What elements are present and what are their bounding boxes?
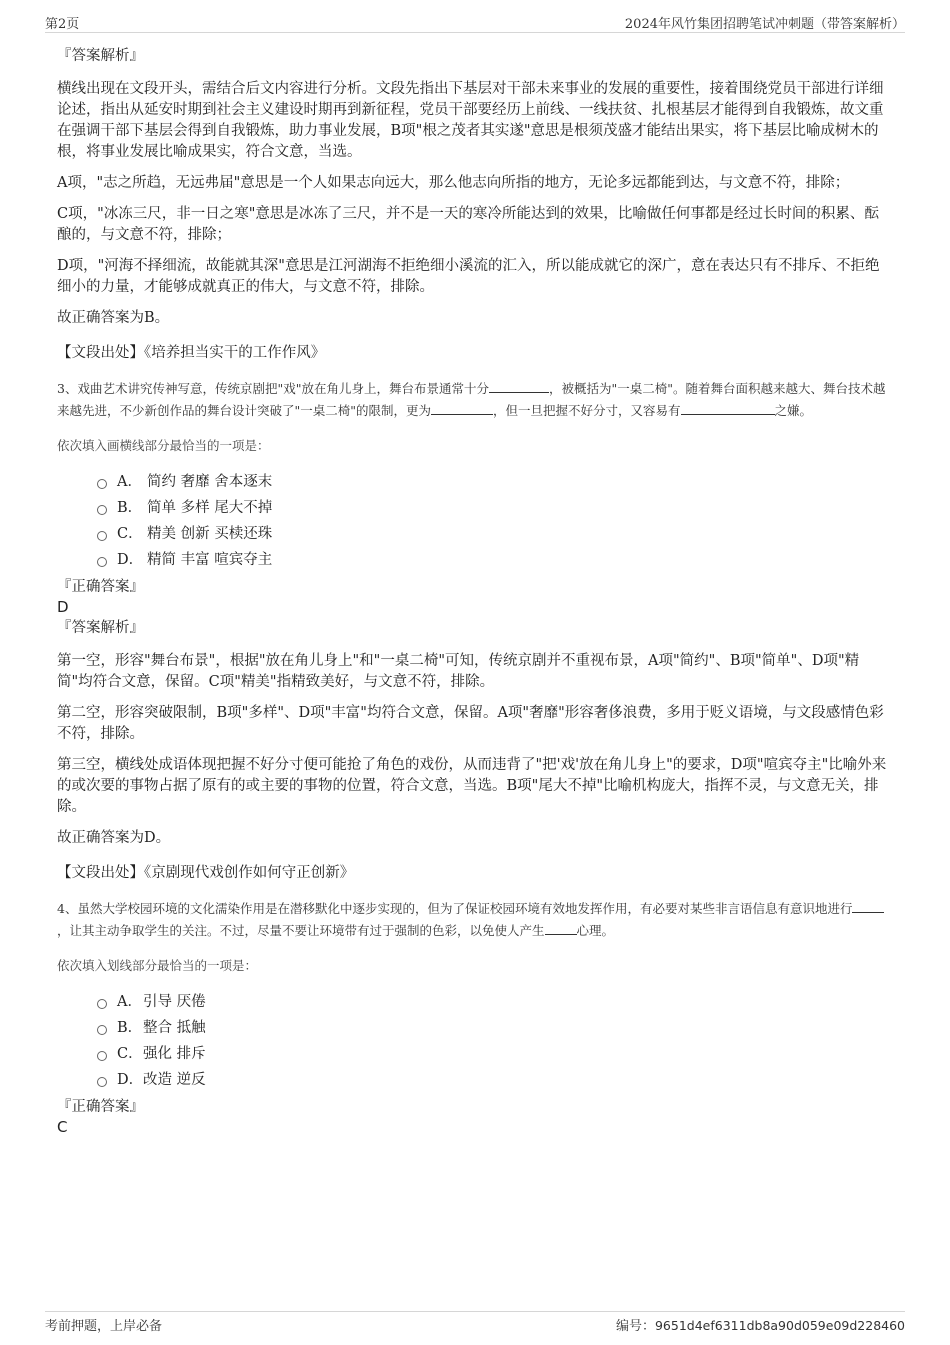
blank-2 — [545, 920, 577, 935]
page-number: 第2页 — [45, 17, 80, 32]
q3-source: 【文段出处】《京剧现代戏创作如何守正创新》 — [57, 865, 355, 881]
q4-option-a[interactable]: A． 引导 厌倦 — [97, 989, 893, 1015]
correct-answer-label: 『正确答案』 — [57, 579, 144, 595]
page-footer — [45, 1311, 905, 1334]
radio-button-icon[interactable] — [97, 479, 107, 489]
q3-analysis-para-3: 第三空，横线处成语体现把握不好分寸便可能抢了角色的戏份，从而违背了"把'戏'放在角儿身上"的要求，D项"喧宾夺主"比喻外来的或次要的事物占据了原有的或主要的事物的位置，符合文意，当选。B项"尾大不掉"比喻机构庞大，指挥不灵，与文意无关，排除。 — [57, 757, 887, 815]
radio-button-icon[interactable] — [97, 1051, 107, 1061]
document-title: 2024年风竹集团招聘笔试冲刺题（带答案解析） — [624, 17, 905, 32]
q2-analysis-para-4: D项，"河海不择细流，故能就其深"意思是江河湖海不拒绝细小溪流的汇入，所以能成就它的深广，意在表达只有不排斥、不拒绝细小的力量，才能够成就真正的伟大，与文意不符，排除。 — [57, 258, 880, 295]
q2-source: 【文段出处】《培养担当实干的工作作风》 — [57, 345, 326, 361]
analysis-label: 『答案解析』 — [57, 48, 144, 64]
footer-slogan: 考前押题，上岸必备 — [45, 1319, 163, 1334]
q4-stem: 4、虽然大学校园环境的文化濡染作用是在潜移默化中逐步实现的，但为了保证校园环境有效地发挥作用，有必要对某些非言语信息有意识地进行，让其主动争取学生的关注。不过，尽量不要让环境带有过于强制的色彩，以免使人产生 心理。 — [57, 898, 893, 942]
q2-analysis-para-1: 横线出现在文段开头，需结合后文内容进行分析。文段先指出下基层对干部未来事业的发展的重要性，接着围绕党员干部进行详细论述，指出从延安时期到社会主义建设时期再到新征程，党员干部要经历上前线、一线扶贫、扎根基层才能得到自我锻炼，故文重在强调干部下基层会得到自我锻炼，助力事业发展，B项"根之茂者其实遂"意思是根须茂盛才能结出果实，将下基层比喻成树木的根，将事业发展比喻成果实，符合文意，当选。 — [57, 81, 884, 160]
q3-option-b[interactable]: B． 简单 多样 尾大不掉 — [97, 495, 893, 521]
correct-answer-label: 『正确答案』 — [57, 1099, 144, 1115]
q3-answer: D — [57, 598, 69, 616]
q2-conclusion: 故正确答案为B。 — [57, 310, 170, 326]
radio-button-icon[interactable] — [97, 531, 107, 541]
page-header — [45, 12, 905, 33]
blank-2 — [431, 400, 493, 415]
q3-conclusion: 故正确答案为D。 — [57, 830, 171, 846]
q4-option-c[interactable]: C． 强化 排斥 — [97, 1041, 893, 1067]
blank-3 — [681, 400, 775, 415]
q3-analysis-para-2: 第二空，形容突破限制，B项"多样"、D项"丰富"均符合文意，保留。A项"奢靡"形容奢侈浪费，多用于贬义语境，与文段感情色彩不符，排除。 — [57, 705, 884, 742]
q3-option-a[interactable]: A． 简约 奢靡 舍本逐末 — [97, 469, 893, 495]
page-content — [57, 46, 893, 1136]
q3-analysis-para-1: 第一空，形容"舞台布景"，根据"放在角儿身上"和"一桌二椅"可知，传统京剧并不重视布景，A项"简约"、B项"简单"、D项"精简"均符合文意，保留。C项"精美"指精致美好，与文意不符，排除。 — [57, 653, 860, 690]
q3-option-d[interactable]: D． 精简 丰富 喧宾夺主 — [97, 547, 893, 573]
serial-number: 编号：9651d4ef6311db8a90d059e09d228460 — [615, 1318, 905, 1334]
radio-button-icon[interactable] — [97, 505, 107, 515]
q3-option-c[interactable]: C． 精美 创新 买椟还珠 — [97, 521, 893, 547]
q2-analysis-para-3: C项，"冰冻三尺，非一日之寒"意思是冰冻了三尺，并不是一天的寒冷所能达到的效果，比喻做任何事都是经过长时间的积累、酝酿的，与文意不符，排除； — [57, 206, 879, 243]
q4-answer: C — [57, 1118, 68, 1136]
analysis-label: 『答案解析』 — [57, 620, 144, 636]
radio-button-icon[interactable] — [97, 1077, 107, 1087]
q4-options — [57, 989, 893, 1093]
radio-button-icon[interactable] — [97, 557, 107, 567]
radio-button-icon[interactable] — [97, 999, 107, 1009]
blank-1 — [852, 898, 884, 913]
q3-stem: 3、戏曲艺术讲究传神写意，传统京剧把"戏"放在角儿身上，舞台布景通常十分 ，被概括为"一桌二椅"。随着舞台面积越来越大、舞台技术越来越先进，不少新创作品的舞台设计突破了"一桌二椅"的限制，更为 ，但一旦把握不好分寸，又容易有 之嫌。 — [57, 378, 893, 422]
q2-analysis-para-2: A项，"志之所趋，无远弗届"意思是一个人如果志向远大，那么他志向所指的地方，无论多远都能到达，与文意不符，排除； — [57, 175, 850, 191]
q3-instruction: 依次填入画横线部分最恰当的一项是： — [57, 438, 270, 453]
q4-option-b[interactable]: B． 整合 抵触 — [97, 1015, 893, 1041]
blank-1 — [489, 378, 549, 393]
q4-instruction: 依次填入划线部分最恰当的一项是： — [57, 958, 258, 973]
q4-option-d[interactable]: D． 改造 逆反 — [97, 1067, 893, 1093]
radio-button-icon[interactable] — [97, 1025, 107, 1035]
q3-options — [57, 469, 893, 573]
